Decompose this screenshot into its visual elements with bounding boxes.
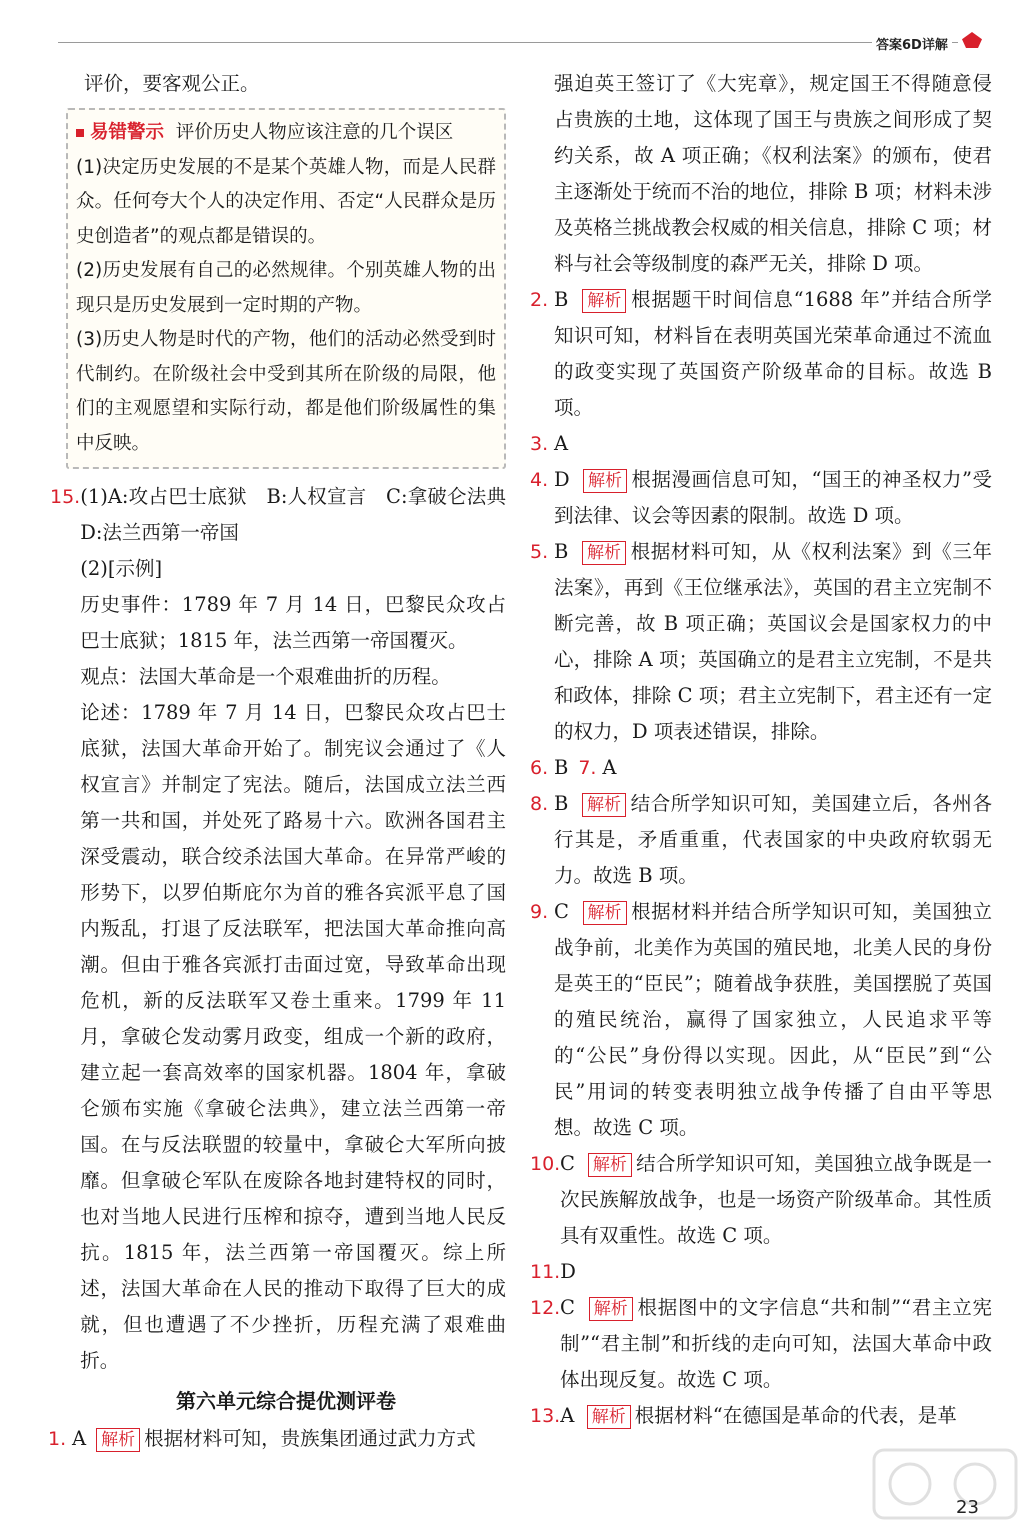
header-label: 答案6D详解 bbox=[872, 34, 952, 53]
analysis-tag: 解析 bbox=[582, 793, 626, 817]
question-number: 1. bbox=[48, 1428, 67, 1450]
q1-continuation: 强迫英王签订了《大宪章》，规定国王不得随意侵占贵族的土地，这体现了国王与贵族之间形成了契约关系，故 A 项正确；《权利法案》的颁布，使君主逐渐处于统而不治的地位，排除 B 项；材料未涉及英格兰挑战教会权威的相关信息，排除 C 项；材料与社会等级制度的森严无关，排除 D 项。 bbox=[554, 72, 992, 275]
section-title: 第六单元综合提优测评卷 bbox=[176, 1389, 396, 1413]
brand-icon bbox=[962, 32, 982, 48]
explanation-text: 结合所学知识可知，美国独立战争既是一次民族解放战争，也是一场资产阶级革命。其性质具有双重性。故选 C 项。 bbox=[560, 1152, 992, 1247]
answer: A bbox=[72, 1427, 87, 1450]
answer: C bbox=[560, 1296, 575, 1319]
analysis-tag: 解析 bbox=[583, 901, 627, 925]
explanation-text: 根据材料可知，从《权利法案》到《三年法案》，再到《王位继承法》，英国的君主立宪制不断完善，故 B 项正确；英国议会是国家权力的中心，排除 A 项；英国确立的是君主立宪制，不是共和政体，排除 C 项；君主立宪制下，君主还有一定的权力，D 项表述错误，排除。 bbox=[554, 540, 992, 743]
question-number: 13. bbox=[530, 1405, 561, 1427]
question-13 bbox=[530, 1398, 992, 1434]
question-number: 3. bbox=[530, 433, 549, 455]
explanation bbox=[560, 1398, 956, 1434]
question-9 bbox=[530, 894, 992, 1146]
question-number: 5. bbox=[530, 541, 549, 563]
warning-tag: 易错警示 bbox=[90, 122, 165, 143]
watermark-logo bbox=[870, 1444, 1020, 1524]
question-number: 6. bbox=[530, 757, 549, 779]
question-8 bbox=[530, 786, 992, 894]
answer: B bbox=[554, 792, 569, 815]
question-number: 2. bbox=[530, 289, 549, 311]
question-number: 10. bbox=[530, 1153, 561, 1175]
explanation-text: 根据材料“在德国是革命的代表，是革 bbox=[634, 1404, 957, 1427]
left-column bbox=[48, 66, 526, 1457]
warning-box bbox=[66, 108, 506, 469]
explanation bbox=[554, 786, 992, 894]
answer: B bbox=[554, 756, 569, 779]
q15-view: 观点：法国大革命是一个艰难曲折的历程。 bbox=[80, 665, 451, 688]
analysis-tag: 解析 bbox=[96, 1428, 140, 1452]
question-2 bbox=[530, 282, 992, 426]
q15-part1: (1)A:攻占巴士底狱 B:人权宣言 C:拿破仑法典 D:法兰西第一帝国 bbox=[80, 485, 526, 544]
question-1 bbox=[48, 1421, 506, 1457]
answer: C bbox=[560, 1152, 575, 1175]
question-number: 7. bbox=[578, 757, 597, 779]
explanation bbox=[554, 534, 992, 750]
q15-argument: 论述：1789 年 7 月 14 日，巴黎民众攻占巴士底狱，法国大革命开始了。制宪议会通过了《人权宣言》并制定了宪法。随后，法国成立法兰西第一共和国，并处死了路易十六。欧洲各国君主深受震动，联合绞杀法国大革命。在异常严峻的形势下，以罗伯斯庇尔为首的雅各宾派平息了国内叛乱，打退了反法联军，把法国大革命推向高潮。但由于雅各宾派打击面过宽，导致革命出现危机，新的反法联军又卷土重来。1799 年 11 月，拿破仑发动雾月政变，组成一个新的政府，建立起一套高效率的国家机器。1804 年，拿破仑颁布实施《拿破仑法典》，建立法兰西第一帝国。在与反法联盟的较量中，拿破仑大军所向披靡。但拿破仑军队在废除各地封建特权的同时，也对当地人民进行压榨和掠夺，遭到当地人民反抗。1815 年，法兰西第一帝国覆灭。综上所述，法国大革命在人民的推动下取得了巨大的成就，但也遭遇了不少挫折，历程充满了艰难曲折。 bbox=[80, 701, 506, 1372]
explanation-text: 根据材料可知，贵族集团通过武力方式 bbox=[144, 1427, 476, 1450]
warning-line-3: (3)历史人物是时代的产物，他们的活动必然受到时代制约。在阶级社会中受到其所在阶级的局限，他们的主观愿望和实际行动，都是他们阶级属性的集中反映。 bbox=[76, 329, 496, 454]
q15-part2: (2)[示例] bbox=[80, 557, 163, 580]
answer: C bbox=[554, 900, 569, 923]
question-number: 9. bbox=[530, 901, 549, 923]
warning-line-1: (1)决定历史发展的不是某个英雄人物，而是人民群众。任何夸大个人的决定作用、否定“人民群众是历史创造者”的观点都是错误的。 bbox=[76, 156, 496, 247]
explanation-text: 根据漫画信息可知，“国王的神圣权力”受到法律、议会等因素的限制。故选 D 项。 bbox=[554, 468, 992, 527]
header-rule bbox=[58, 42, 958, 43]
warning-heading bbox=[76, 116, 496, 151]
question-12 bbox=[530, 1290, 992, 1398]
q15-event: 历史事件：1789 年 7 月 14 日，巴黎民众攻占巴士底狱；1815 年，法兰西第一帝国覆灭。 bbox=[80, 593, 506, 652]
explanation-text: 结合所学知识可知，美国建立后，各州各行其是，矛盾重重，代表国家的中央政府软弱无力。故选 B 项。 bbox=[554, 792, 992, 887]
question-number: 15. bbox=[50, 486, 81, 508]
question-number: 11. bbox=[530, 1261, 561, 1283]
analysis-tag: 解析 bbox=[588, 1153, 632, 1177]
answer: A bbox=[554, 432, 569, 455]
explanation-text: 根据题干时间信息“1688 年”并结合所学知识可知，材料旨在表明英国光荣革命通过不流血的政变实现了英国资产阶级革命的目标。故选 B 项。 bbox=[554, 288, 992, 419]
question-15 bbox=[50, 479, 526, 1379]
intro-text: 评价，要客观公正。 bbox=[84, 72, 260, 95]
question-4 bbox=[530, 462, 992, 534]
warning-square-icon bbox=[76, 129, 84, 137]
question-10 bbox=[530, 1146, 992, 1254]
question-number: 12. bbox=[530, 1297, 561, 1319]
question-number: 8. bbox=[530, 793, 549, 815]
question-5 bbox=[530, 534, 992, 750]
explanation-text: 根据图中的文字信息“共和制”“君主立宪制”“君主制”和折线的走向可知，法国大革命中政体出现反复。故选 C 项。 bbox=[560, 1296, 992, 1391]
right-column bbox=[530, 66, 992, 1434]
page-number: 23 bbox=[956, 1497, 979, 1518]
analysis-tag: 解析 bbox=[589, 1297, 633, 1321]
warning-line-2: (2)历史发展有自己的必然规律。个别英雄人物的出现只是历史发展到一定时期的产物。 bbox=[76, 260, 496, 316]
explanation bbox=[560, 1290, 992, 1398]
question-11 bbox=[530, 1254, 992, 1290]
question-number: 4. bbox=[530, 469, 549, 491]
question-6-7 bbox=[530, 750, 992, 786]
explanation bbox=[554, 894, 992, 1146]
answer: B bbox=[554, 540, 569, 563]
answer: D bbox=[560, 1260, 576, 1283]
warning-title: 评价历史人物应该注意的几个误区 bbox=[175, 122, 454, 143]
analysis-tag: 解析 bbox=[582, 541, 626, 565]
explanation bbox=[96, 1421, 476, 1457]
explanation bbox=[560, 1146, 992, 1254]
answer: A bbox=[560, 1404, 575, 1427]
explanation bbox=[554, 462, 992, 534]
answer: A bbox=[602, 756, 617, 779]
explanation bbox=[554, 282, 992, 426]
question-3 bbox=[530, 426, 992, 462]
analysis-tag: 解析 bbox=[587, 1405, 631, 1429]
analysis-tag: 解析 bbox=[582, 289, 626, 313]
explanation-text: 根据材料并结合所学知识可知，美国独立战争前，北美作为英国的殖民地，北美人民的身份是英王的“臣民”；随着战争获胜，美国摆脱了英国的殖民统治，赢得了国家独立，人民追求平等的“公民”身份得以实现。因此，从“臣民”到“公民”用词的转变表明独立战争传播了自由平等思想。故选 C 项。 bbox=[554, 900, 992, 1139]
answer: D bbox=[554, 468, 570, 491]
answer: B bbox=[554, 288, 569, 311]
analysis-tag: 解析 bbox=[583, 469, 627, 493]
